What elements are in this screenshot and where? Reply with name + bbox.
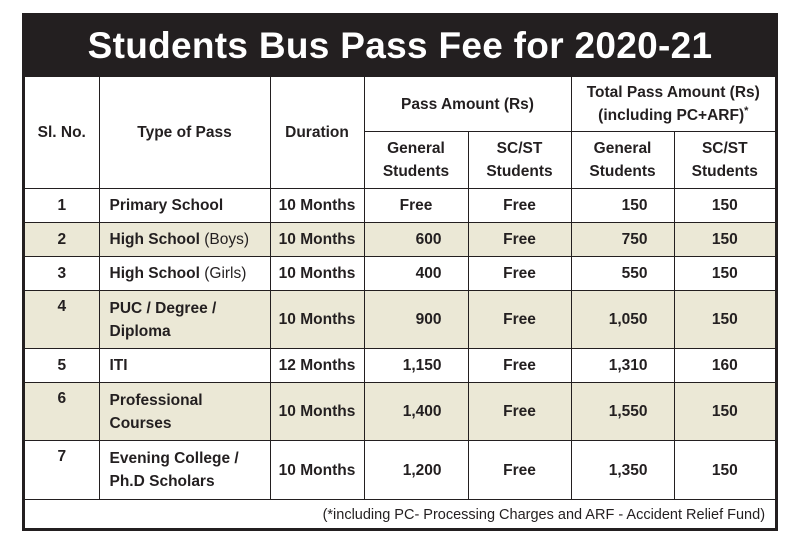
table-cell: 1,200 bbox=[364, 441, 468, 500]
header-type-of-pass: Type of Pass bbox=[99, 77, 270, 189]
table-cell: Free bbox=[468, 257, 571, 291]
table-cell: 1 bbox=[25, 189, 99, 223]
table-cell: 600 bbox=[364, 223, 468, 257]
table-cell: 150 bbox=[674, 223, 775, 257]
table-cell: Free bbox=[364, 189, 468, 223]
table-cell: 10 Months bbox=[270, 189, 364, 223]
table-cell: 1,400 bbox=[364, 383, 468, 441]
table-cell: 10 Months bbox=[270, 223, 364, 257]
table-cell: 10 Months bbox=[270, 257, 364, 291]
table-cell: Primary School bbox=[99, 189, 270, 223]
table-cell: Free bbox=[468, 441, 571, 500]
header-total-scst: SC/ST Students bbox=[674, 132, 775, 189]
table-cell: 2 bbox=[25, 223, 99, 257]
table-cell: 550 bbox=[571, 257, 674, 291]
table-cell: 12 Months bbox=[270, 349, 364, 383]
header-total-pass-amount bbox=[571, 77, 775, 132]
table-cell: Evening College / Ph.D Scholars bbox=[99, 441, 270, 500]
table-cell: High School (Boys) bbox=[99, 223, 270, 257]
table-cell: 150 bbox=[674, 189, 775, 223]
table-cell: 1,310 bbox=[571, 349, 674, 383]
table-cell: 1,050 bbox=[571, 291, 674, 349]
table-cell: Free bbox=[468, 223, 571, 257]
header-total-line2: (including PC+ARF) bbox=[598, 107, 745, 124]
header-total-mark: * bbox=[744, 104, 749, 117]
table-cell: High School (Girls) bbox=[99, 257, 270, 291]
fee-table-frame bbox=[22, 13, 778, 531]
header-total-general: General Students bbox=[571, 132, 674, 189]
table-cell: Free bbox=[468, 189, 571, 223]
table-cell: 150 bbox=[674, 291, 775, 349]
footnote-row bbox=[25, 500, 775, 532]
header-pass-scst: SC/ST Students bbox=[468, 132, 571, 189]
table-cell: 3 bbox=[25, 257, 99, 291]
table-cell: 150 bbox=[571, 189, 674, 223]
table-cell: 4 bbox=[25, 291, 99, 349]
header-row-top bbox=[25, 77, 775, 132]
table-cell: Free bbox=[468, 349, 571, 383]
table-cell: 7 bbox=[25, 441, 99, 500]
fee-table bbox=[25, 76, 775, 531]
table-cell: ITI bbox=[99, 349, 270, 383]
table-cell: 150 bbox=[674, 257, 775, 291]
table-cell: 1,150 bbox=[364, 349, 468, 383]
header-duration: Duration bbox=[270, 77, 364, 189]
table-cell: 750 bbox=[571, 223, 674, 257]
table-cell: 1,350 bbox=[571, 441, 674, 500]
header-sl-no: Sl. No. bbox=[25, 77, 99, 189]
header-pass-general: General Students bbox=[364, 132, 468, 189]
table-cell: Professional Courses bbox=[99, 383, 270, 441]
table-cell: 150 bbox=[674, 441, 775, 500]
table-cell: 400 bbox=[364, 257, 468, 291]
table-cell: Free bbox=[468, 383, 571, 441]
table-cell: 10 Months bbox=[270, 383, 364, 441]
header-total-line1: Total Pass Amount (Rs) bbox=[586, 84, 760, 101]
table-cell: 160 bbox=[674, 349, 775, 383]
table-row bbox=[25, 383, 775, 441]
table-row bbox=[25, 189, 775, 223]
table-cell: 150 bbox=[674, 383, 775, 441]
table-cell: 900 bbox=[364, 291, 468, 349]
table-row bbox=[25, 349, 775, 383]
table-row bbox=[25, 257, 775, 291]
table-row bbox=[25, 441, 775, 500]
header-pass-amount: Pass Amount (Rs) bbox=[364, 77, 571, 132]
table-title: Students Bus Pass Fee for 2020-21 bbox=[25, 16, 775, 76]
table-cell: 10 Months bbox=[270, 291, 364, 349]
footnote: (*including PC- Processing Charges and ARF - Accident Relief Fund) bbox=[25, 500, 775, 532]
table-cell: Free bbox=[468, 291, 571, 349]
table-cell: 1,550 bbox=[571, 383, 674, 441]
table-cell: 6 bbox=[25, 383, 99, 441]
table-cell: PUC / Degree / Diploma bbox=[99, 291, 270, 349]
table-cell: 10 Months bbox=[270, 441, 364, 500]
table-row bbox=[25, 223, 775, 257]
table-cell: 5 bbox=[25, 349, 99, 383]
table-row bbox=[25, 291, 775, 349]
